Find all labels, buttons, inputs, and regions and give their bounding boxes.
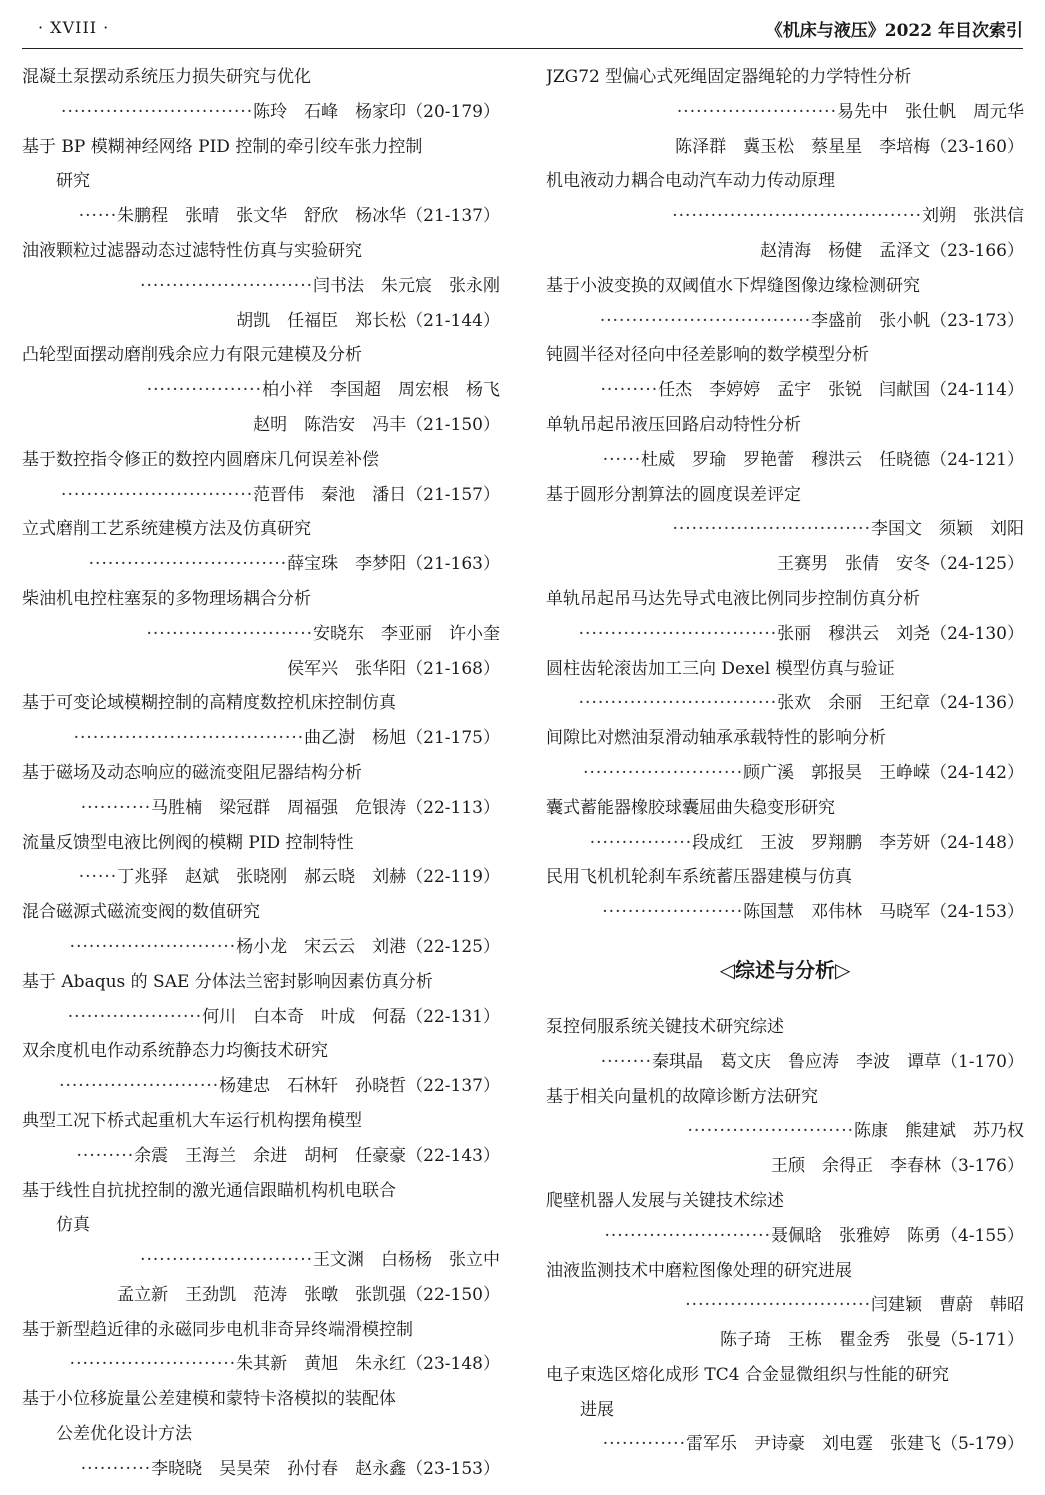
article-title: 基于可变论域模糊控制的高精度数控机床控制仿真	[22, 693, 396, 714]
author-line	[546, 95, 1024, 130]
authors-and-page: 李晓晓 吴昊荣 孙付春 赵永鑫（23-153）	[151, 1458, 500, 1479]
author-line	[546, 826, 1024, 861]
leader-dots: ··························	[69, 936, 237, 957]
authors-and-page: 丁兆驿 赵斌 张晓刚 郝云晓 刘赫（22-119）	[117, 867, 500, 888]
author-line	[22, 373, 500, 408]
authors-and-page: 段成红 王波 罗翔鹏 李芳妍（24-148）	[692, 832, 1024, 853]
author-line	[546, 234, 1024, 269]
article-title: 凸轮型面摆动磨削残余应力有限元建模及分析	[22, 345, 362, 366]
leader-dots: ·······································	[672, 206, 922, 227]
leader-dots: ·····················	[67, 1006, 203, 1027]
article-title: 单轨吊起吊马达先导式电液比例同步控制仿真分析	[546, 588, 920, 609]
article-title: 民用飞机机轮刹车系统蓄压器建模与仿真	[546, 867, 852, 888]
authors-and-page: 闫建颖 曹蔚 韩昭	[871, 1295, 1024, 1316]
leader-dots: ······························	[61, 484, 254, 505]
authors-and-page: 雷军乐 尹诗豪 刘电霆 张建飞（5-179）	[685, 1434, 1024, 1455]
author-line	[22, 860, 500, 895]
article-title: 油液监测技术中磨粒图像处理的研究进展	[546, 1260, 852, 1281]
leader-dots: ·········	[76, 1145, 135, 1166]
leader-dots: ·························	[59, 1076, 220, 1097]
article-title: 基于 Abaqus 的 SAE 分体法兰密封影响因素仿真分析	[22, 971, 433, 992]
author-line	[22, 791, 500, 826]
authors-and-page: 王颀 余得正 李春林（3-176）	[770, 1156, 1024, 1177]
authors-and-page: 陈泽群 冀玉松 蔡星星 李培梅（23-160）	[675, 136, 1024, 157]
author-line	[22, 652, 500, 687]
authors-and-page: 杨小龙 宋云云 刘港（22-125）	[236, 936, 500, 957]
article-title: 机电液动力耦合电动汽车动力传动原理	[546, 171, 835, 192]
authors-and-page: 任杰 李婷婷 孟宇 张锐 闫献国（24-114）	[658, 380, 1024, 401]
article-title: 泵控伺服系统关键技术研究综述	[546, 1016, 784, 1037]
author-line	[546, 443, 1024, 478]
article-title: 立式磨削工艺系统建模方法及仿真研究	[22, 519, 311, 540]
author-line	[546, 1427, 1024, 1462]
leader-dots: ·······························	[88, 554, 288, 575]
authors-and-page: 马胜楠 梁冠群 周福强 危银涛（22-113）	[151, 797, 500, 818]
author-line	[22, 95, 500, 130]
authors-and-page: 陈子琦 王栋 瞿金秀 张曼（5-171）	[719, 1330, 1024, 1351]
author-line	[22, 478, 500, 513]
leader-dots: ·········	[600, 380, 659, 401]
author-line	[546, 130, 1024, 165]
author-line	[546, 1149, 1024, 1184]
article-title: 单轨吊起吊液压回路启动特性分析	[546, 414, 801, 435]
leader-dots: ··························	[687, 1121, 854, 1142]
authors-and-page: 安晓东 李亚丽 许小奎	[313, 623, 500, 644]
journal-title: 《机床与液压》2022 年目次索引	[765, 21, 1023, 41]
author-line	[546, 686, 1024, 721]
article-title: 流量反馈型电液比例阀的模糊 PID 控制特性	[22, 832, 354, 853]
authors-and-page: 李盛前 张小帆（23-173）	[811, 310, 1024, 331]
authors-and-page: 王文渊 白杨杨 张立中	[313, 1250, 500, 1271]
author-line	[546, 373, 1024, 408]
author-line	[546, 547, 1024, 582]
right-column	[546, 60, 1024, 1462]
author-line	[22, 930, 500, 965]
leader-dots: ······················	[602, 902, 744, 923]
article-title: 基于小位移旋量公差建模和蒙特卡洛模拟的装配体	[22, 1389, 396, 1410]
leader-dots: ··························	[604, 1225, 771, 1246]
author-line	[22, 304, 500, 339]
authors-and-page: 王赛男 张倩 安冬（24-125）	[777, 554, 1024, 575]
leader-dots: ···························	[140, 275, 313, 296]
article-title: 混合磁源式磁流变阀的数值研究	[22, 902, 260, 923]
authors-and-page: 赵明 陈浩安 冯丰（21-150）	[253, 414, 500, 435]
authors-and-page: 陈康 熊建斌 苏乃权	[854, 1121, 1024, 1142]
article-title: 圆柱齿轮滚齿加工三向 Dexel 模型仿真与验证	[546, 658, 895, 679]
article-title: 基于 BP 模糊神经网络 PID 控制的牵引绞车张力控制	[22, 136, 423, 157]
leader-dots: ················	[589, 832, 693, 853]
authors-and-page: 陈玲 石峰 杨家印（20-179）	[253, 101, 500, 122]
author-line	[546, 1323, 1024, 1358]
leader-dots: ·············	[602, 1434, 686, 1455]
author-line	[22, 1347, 500, 1382]
leader-dots: ·······························	[672, 519, 871, 540]
author-line	[546, 304, 1024, 339]
leader-dots: ·································	[599, 310, 812, 331]
article-title: 柴油机电控柱塞泵的多物理场耦合分析	[22, 588, 311, 609]
author-line	[22, 547, 500, 582]
article-title: JZG72 型偏心式死绳固定器绳轮的力学特性分析	[546, 67, 912, 87]
author-line	[22, 1452, 500, 1487]
article-title: 间隙比对燃油泵滑动轴承承载特性的影响分析	[546, 728, 886, 749]
leader-dots: ······························	[61, 101, 254, 122]
leader-dots: ········	[600, 1051, 652, 1072]
article-title: 基于相关向量机的故障诊断方法研究	[546, 1086, 818, 1107]
authors-and-page: 李国文 须颖 刘阳	[871, 519, 1024, 540]
authors-and-page: 侯军兴 张华阳（21-168）	[287, 658, 500, 679]
author-line	[22, 1278, 500, 1313]
authors-and-page: 赵清海 杨健 孟泽文（23-166）	[760, 240, 1024, 261]
article-title: 混凝土泵摆动系统压力损失研究与优化	[22, 67, 311, 87]
leader-dots: ····································	[73, 728, 305, 749]
leader-dots: ······	[78, 206, 118, 227]
page-header	[22, 14, 1023, 49]
authors-and-page: 易先中 张仕帆 周元华	[837, 101, 1024, 122]
author-line	[546, 756, 1024, 791]
article-title-continued: 研究	[56, 171, 90, 192]
author-line	[22, 1243, 500, 1278]
authors-and-page: 胡凯 任福臣 郑长松（21-144）	[236, 310, 500, 331]
article-title-continued: 进展	[580, 1399, 614, 1420]
article-title-continued: 公差优化设计方法	[56, 1424, 192, 1445]
leader-dots: ·······························	[578, 693, 778, 714]
leader-dots: ·························	[583, 762, 744, 783]
leader-dots: ··················	[146, 380, 262, 401]
authors-and-page: 顾广溪 郭报昊 王峥嵘（24-142）	[743, 762, 1024, 783]
authors-and-page: 陈国慧 邓伟林 马晓军（24-153）	[743, 902, 1024, 923]
author-line	[22, 408, 500, 443]
author-line	[22, 269, 500, 304]
leader-dots: ···········	[80, 797, 152, 818]
authors-and-page: 曲乙澍 杨旭（21-175）	[304, 728, 500, 749]
author-line	[22, 1000, 500, 1035]
leader-dots: ·························	[676, 101, 837, 122]
leader-dots: ···········	[80, 1458, 152, 1479]
article-title: 基于小波变换的双阈值水下焊缝图像边缘检测研究	[546, 275, 920, 296]
authors-and-page: 薛宝珠 李梦阳（21-163）	[287, 554, 500, 575]
article-title: 囊式蓄能器橡胶球囊屈曲失稳变形研究	[546, 797, 835, 818]
authors-and-page: 张欢 余丽 王纪章（24-136）	[777, 693, 1024, 714]
article-title: 基于数控指令修正的数控内圆磨床几何误差补偿	[22, 449, 379, 470]
author-line	[22, 617, 500, 652]
article-title: 基于磁场及动态响应的磁流变阻尼器结构分析	[22, 762, 362, 783]
authors-and-page: 秦琪晶 葛文庆 鲁应涛 李波 谭草（1-170）	[651, 1051, 1024, 1072]
authors-and-page: 朱其新 黄旭 朱永红（23-148）	[236, 1354, 500, 1375]
article-title: 基于新型趋近律的永磁同步电机非奇异终端滑模控制	[22, 1319, 413, 1340]
author-line	[22, 1069, 500, 1104]
authors-and-page: 闫书法 朱元宸 张永刚	[313, 275, 500, 296]
page-number: · XVIII ·	[38, 18, 110, 37]
author-line	[546, 1114, 1024, 1149]
authors-and-page: 柏小祥 李国超 周宏根 杨飞	[262, 380, 500, 401]
author-line	[22, 1139, 500, 1174]
leader-dots: ··························	[146, 623, 313, 644]
spacer	[546, 930, 1024, 942]
author-line	[546, 1219, 1024, 1254]
article-title: 钝圆半径对径向中径差影响的数学模型分析	[546, 345, 869, 366]
leader-dots: ······	[602, 449, 642, 470]
authors-and-page: 杨建忠 石林轩 孙晓哲（22-137）	[219, 1076, 500, 1097]
authors-and-page: 杜威 罗瑜 罗艳蕾 穆洪云 任晓德（24-121）	[641, 449, 1024, 470]
author-line	[546, 1045, 1024, 1080]
article-title: 电子束选区熔化成形 TC4 合金显微组织与性能的研究	[546, 1364, 949, 1385]
author-line	[546, 895, 1024, 930]
author-line	[22, 199, 500, 234]
author-line	[22, 721, 500, 756]
authors-and-page: 刘朔 张洪信	[922, 206, 1024, 227]
leader-dots: ···························	[140, 1250, 313, 1271]
authors-and-page: 聂佩晗 张雅婷 陈勇（4-155）	[770, 1225, 1024, 1246]
authors-and-page: 范晋伟 秦池 潘日（21-157）	[253, 484, 500, 505]
spacer	[546, 998, 1024, 1010]
article-title: 典型工况下桥式起重机大车运行机构摆角模型	[22, 1110, 362, 1131]
authors-and-page: 余震 王海兰 余进 胡柯 任豪豪（22-143）	[134, 1145, 500, 1166]
leader-dots: ··························	[69, 1354, 237, 1375]
author-line	[546, 1288, 1024, 1323]
leader-dots: ·······························	[578, 623, 778, 644]
article-title-continued: 仿真	[56, 1215, 90, 1236]
leader-dots: ······	[78, 867, 118, 888]
article-title: 爬壁机器人发展与关键技术综述	[546, 1190, 784, 1211]
authors-and-page: 张丽 穆洪云 刘尧（24-130）	[777, 623, 1024, 644]
author-line	[546, 617, 1024, 652]
authors-and-page: 孟立新 王劲凯 范涛 张暾 张凯强（22-150）	[117, 1284, 500, 1305]
author-line	[546, 199, 1024, 234]
author-line	[546, 512, 1024, 547]
authors-and-page: 朱鹏程 张晴 张文华 舒欣 杨冰华（21-137）	[117, 206, 500, 227]
article-title: 基于线性自抗扰控制的激光通信跟瞄机构机电联合	[22, 1180, 396, 1201]
section-heading: ◁综述与分析▷	[719, 957, 851, 982]
article-title: 双余度机电作动系统静态力均衡技术研究	[22, 1041, 328, 1062]
leader-dots: ·····························	[685, 1295, 871, 1316]
article-title: 油液颗粒过滤器动态过滤特性仿真与实验研究	[22, 240, 362, 261]
left-column	[22, 60, 500, 1487]
article-title: 基于圆形分割算法的圆度误差评定	[546, 484, 801, 505]
authors-and-page: 何川 白本奇 叶成 何磊（22-131）	[202, 1006, 500, 1027]
